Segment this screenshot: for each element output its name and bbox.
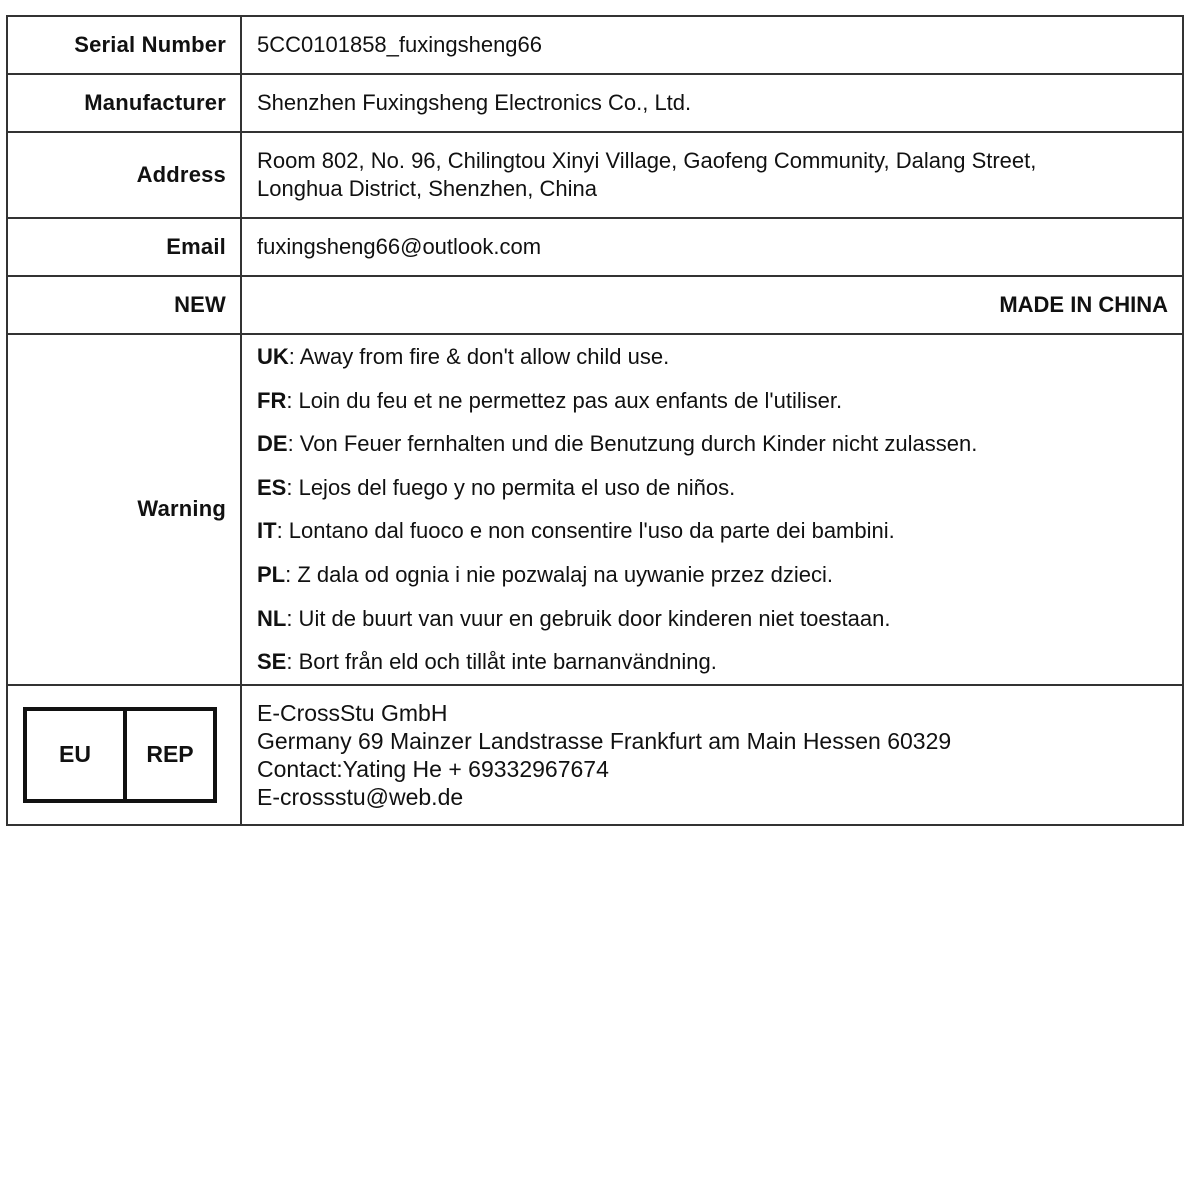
warning-row	[7, 334, 1183, 685]
warning-code: DE	[257, 431, 288, 457]
warning-line-it	[257, 509, 1168, 553]
warning-line-es	[257, 466, 1168, 510]
warning-code: SE	[257, 649, 287, 675]
manufacturer-key: Manufacturer	[7, 74, 241, 132]
warning-text: : Z dala od ognia i nie pozwalaj na uywanie przez dzieci.	[285, 561, 833, 587]
warning-code: FR	[257, 387, 287, 413]
eu-rep-badge-rep: REP	[146, 741, 194, 768]
serial-key: Serial Number	[7, 16, 241, 74]
warning-text: : Von Feuer fernhalten und die Benutzung durch Kinder nicht zulassen.	[287, 431, 978, 457]
email-key: Email	[7, 218, 241, 276]
eu-rep-badge	[23, 707, 217, 803]
warning-code: PL	[257, 561, 286, 587]
origin-value: MADE IN CHINA	[241, 276, 1183, 334]
eu-rep-badge-eu: EU	[27, 711, 127, 799]
condition-key: NEW	[7, 276, 241, 334]
warning-code: UK	[257, 344, 289, 369]
warning-list	[241, 334, 1183, 685]
warning-text: : Lontano dal fuoco e non consentire l'uso da parte dei bambini.	[276, 518, 895, 544]
eu-rep-details	[241, 685, 1183, 825]
warning-text: : Lejos del fuego y no permita el uso de niños.	[286, 474, 736, 500]
warning-text: : Loin du feu et ne permettez pas aux enfants de l'utiliser.	[286, 387, 843, 413]
manufacturer-row	[7, 74, 1183, 132]
address-row	[7, 132, 1183, 218]
warning-line-uk	[257, 335, 1168, 379]
eu-rep-row	[7, 685, 1183, 825]
manufacturer-value: Shenzhen Fuxingsheng Electronics Co., Ltd.	[241, 74, 1183, 132]
warning-code: ES	[257, 474, 287, 500]
warning-line-se	[257, 640, 1168, 684]
product-label-table	[6, 15, 1184, 826]
eu-rep-address: Germany 69 Mainzer Landstrasse Frankfurt am Main Hessen 60329	[257, 727, 952, 754]
eu-rep-email: E-crossstu@web.de	[257, 783, 464, 810]
eu-rep-company: E-CrossStu GmbH	[257, 699, 448, 726]
warning-line-pl	[257, 553, 1168, 597]
email-row	[7, 218, 1183, 276]
eu-rep-badge-cell	[7, 685, 241, 825]
warning-key: Warning	[7, 334, 241, 685]
warning-text: : Bort från eld och tillåt inte barnanvändning.	[286, 649, 717, 675]
warning-code: NL	[257, 605, 287, 631]
warning-line-nl	[257, 597, 1168, 641]
condition-row	[7, 276, 1183, 334]
warning-text: : Uit de buurt van vuur en gebruik door kinderen niet toestaan.	[286, 605, 891, 631]
warning-line-fr	[257, 379, 1168, 423]
eu-rep-contact: Contact:Yating He + 69332967674	[257, 755, 609, 782]
warning-text: : Away from fire & don't allow child use.	[288, 344, 670, 369]
address-key: Address	[7, 132, 241, 218]
email-value: fuxingsheng66@outlook.com	[241, 218, 1183, 276]
warning-code: IT	[257, 518, 277, 544]
address-line-2: Longhua District, Shenzhen, China	[257, 176, 597, 201]
address-line-1: Room 802, No. 96, Chilingtou Xinyi Village, Gaofeng Community, Dalang Street,	[257, 148, 1037, 173]
serial-row	[7, 16, 1183, 74]
serial-value: 5CC0101858_fuxingsheng66	[241, 16, 1183, 74]
warning-line-de	[257, 422, 1168, 466]
address-value	[241, 132, 1183, 218]
